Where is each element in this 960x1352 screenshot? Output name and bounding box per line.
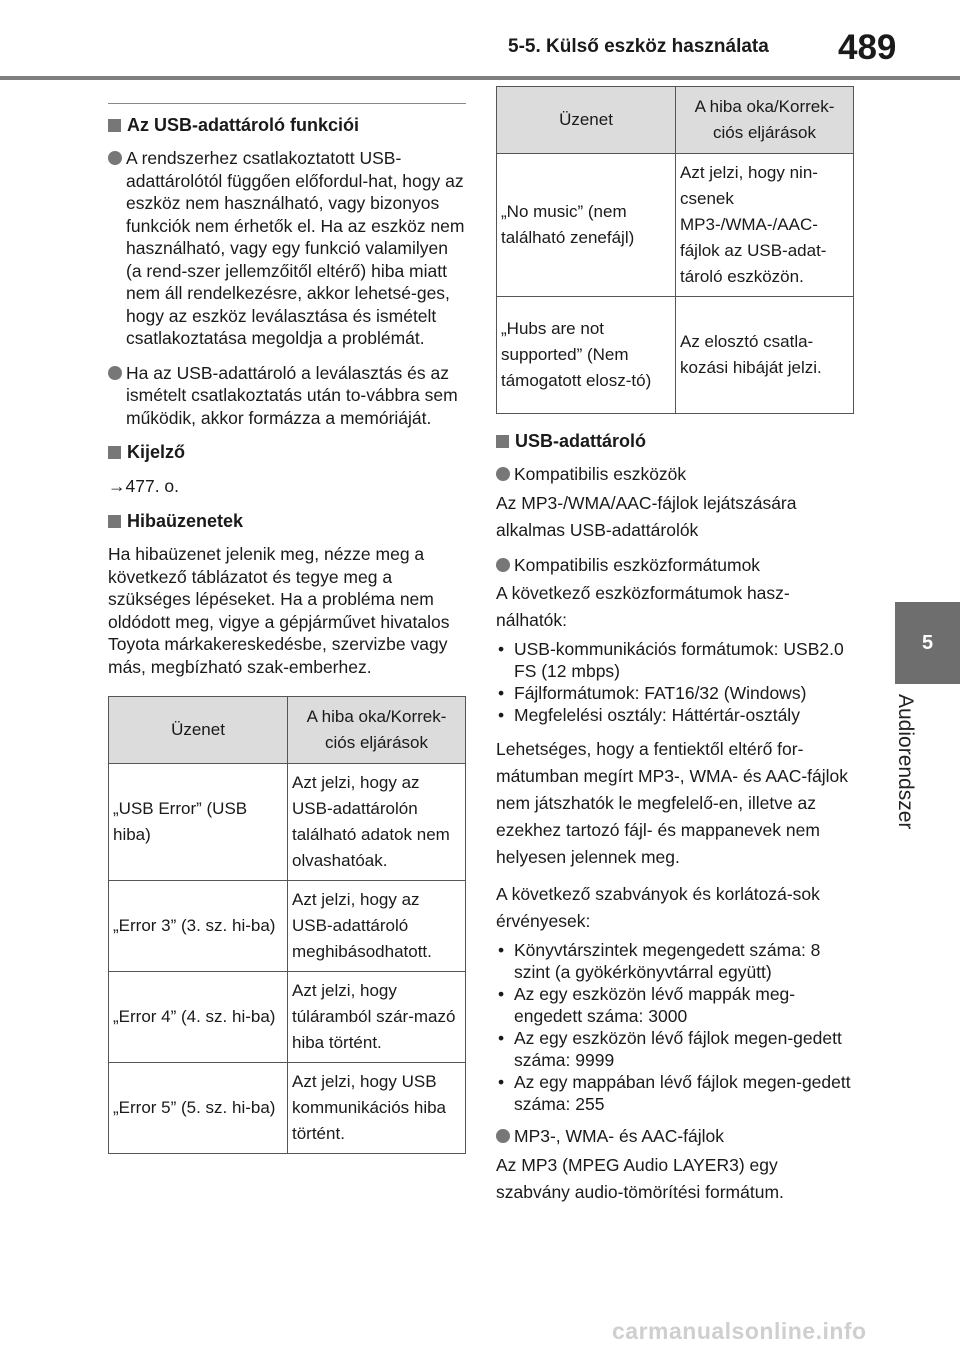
compatible-devices-text: Az MP3-/WMA/AAC-fájlok lejátszására alkalmas USB-adattárolók — [496, 492, 797, 540]
heading-text: Kijelző — [127, 442, 186, 462]
circle-bullet-icon — [496, 467, 510, 481]
format-list — [496, 638, 854, 726]
watermark-text: carmanualsonline.info — [612, 1318, 867, 1344]
section-title: 5-5. Külső eszköz használata — [508, 36, 769, 57]
list-item: • Könyvtárszintek megengedett száma: 8 szint (a gyökérkönyvtárral együtt) — [496, 939, 854, 983]
error-table-continued — [496, 86, 854, 414]
section-heading-usb-storage — [496, 430, 854, 453]
bullet-compatible-formats — [496, 554, 854, 577]
section-divider — [108, 103, 466, 104]
column-header-cause: A hiba oka/Korrek-ciós eljárások — [288, 697, 466, 764]
chapter-tab[interactable]: 5 — [895, 602, 960, 684]
bullet-paragraph — [108, 147, 466, 350]
column-header-cause: A hiba oka/Korrek-ciós eljárások — [676, 87, 854, 154]
table-cell-cause: Azt jelzi, hogy az USB-adattároló meghibásodhatott. — [288, 881, 466, 972]
chapter-label — [893, 694, 943, 844]
section-heading-usb-functions — [108, 114, 466, 137]
square-bullet-icon — [108, 515, 121, 528]
table-cell-message: „Error 3” (3. sz. hi-ba) — [109, 881, 288, 972]
table-row — [109, 881, 466, 972]
paragraph-text: Ha az USB-adattároló a leválasztás és az ismételt csatlakoztatás után to-vábbra sem működik, akkor formázza a memóriáját. — [126, 362, 458, 428]
table-cell-message: „USB Error” (USB hiba) — [109, 764, 288, 881]
table-cell-cause: Azt jelzi, hogy USB kommunikációs hiba történt. — [288, 1063, 466, 1154]
circle-bullet-icon — [496, 1129, 510, 1143]
page-header — [0, 0, 960, 78]
paragraph-text: A rendszerhez csatlakoztatott USB-adattárolótól függően előfordul-hat, hogy az eszköz nem használható, vagy bizonyos funkciók nem érhetők el. Ha az eszköz nem használható, vagy egy funkció valamilyen (a rend-szer jellemzőitől eltérő) hiba miatt nem áll rendelkezésre, akkor lehetsé-ges, hogy az eszköz leválasztása és ismételt csatlakoztatása megoldja a problémát. — [126, 148, 465, 348]
formats-intro-text: A következő eszközformátumok hasz-nálhatók: — [496, 583, 790, 630]
table-header-row — [109, 697, 466, 764]
right-column — [496, 86, 854, 1216]
circle-bullet-icon — [108, 366, 122, 380]
table-cell-cause: Azt jelzi, hogy az USB-adattárolón található adatok nem olvashatóak. — [288, 764, 466, 881]
table-row — [109, 1063, 466, 1154]
bullet-text: Kompatibilis eszközformátumok — [514, 554, 761, 575]
bullet-audio-files — [496, 1125, 854, 1148]
error-intro-text: Ha hibaüzenet jelenik meg, nézze meg a következő táblázatot és tegye meg a szükséges lépéseket. Ha a probléma nem oldódott meg, vigye a gépjárművet hivatalos Toyota márkakereskedésbe, szervizbe vagy más, megbízható szak-emberhez. — [108, 544, 450, 677]
circle-bullet-icon — [108, 151, 122, 165]
heading-text: USB-adattároló — [515, 431, 647, 451]
list-item: • Az egy eszközön lévő fájlok megen-gedett száma: 9999 — [496, 1027, 854, 1071]
circle-bullet-icon — [496, 558, 510, 572]
bullet-text: Kompatibilis eszközök — [514, 464, 687, 484]
bullet-compatible-devices — [496, 463, 854, 486]
error-table — [108, 696, 466, 1154]
table-cell-cause: Az elosztó csatla-kozási hibáját jelzi. — [676, 297, 854, 414]
format-note-text: Lehetséges, hogy a fentiektől eltérő for-mátumban megírt MP3-, WMA- és AAC-fájlok nem játszhatók le megfelelő-en, illetve az ezekhez tartozó fájl- és mappanevek nem helyesen jelennek meg. — [496, 739, 849, 867]
section-heading-error-messages — [108, 510, 466, 533]
chapter-label-text: Audiorendszer — [894, 694, 917, 830]
bullet-text: MP3-, WMA- és AAC-fájlok — [514, 1126, 725, 1146]
table-cell-message: „Hubs are not supported” (Nem támogatott elosz-tó) — [497, 297, 676, 414]
header-divider — [0, 76, 960, 80]
heading-text: Hibaüzenetek — [127, 511, 244, 531]
table-cell-cause: Azt jelzi, hogy túláramból szár-mazó hiba történt. — [288, 972, 466, 1063]
list-item: • Az egy eszközön lévő mappák meg-engedett száma: 3000 — [496, 983, 854, 1027]
list-item: • Fájlformátumok: FAT16/32 (Windows) — [496, 682, 854, 704]
column-header-message: Üzenet — [109, 697, 288, 764]
table-row — [109, 972, 466, 1063]
table-row — [497, 154, 854, 297]
table-row — [109, 764, 466, 881]
square-bullet-icon — [108, 119, 121, 132]
table-cell-message: „No music” (nem található zenefájl) — [497, 154, 676, 297]
table-row — [497, 297, 854, 414]
list-item: • Megfelelési osztály: Háttértár-osztály — [496, 704, 854, 726]
section-heading-display — [108, 441, 466, 464]
table-cell-cause: Azt jelzi, hogy nin-csenek MP3-/WMA-/AAC-fájlok az USB-adat-tároló eszközön. — [676, 154, 854, 297]
limits-list — [496, 939, 854, 1115]
square-bullet-icon — [108, 446, 121, 459]
list-item: • Az egy mappában lévő fájlok megen-gedett száma: 255 — [496, 1071, 854, 1115]
list-item: • USB-kommunikációs formátumok: USB2.0 FS (12 mbps) — [496, 638, 854, 682]
column-header-message: Üzenet — [497, 87, 676, 154]
bullet-paragraph — [108, 362, 466, 430]
table-header-row — [497, 87, 854, 154]
page-reference-link[interactable]: →477. o. — [108, 476, 180, 496]
table-cell-message: „Error 4” (4. sz. hi-ba) — [109, 972, 288, 1063]
table-cell-message: „Error 5” (5. sz. hi-ba) — [109, 1063, 288, 1154]
left-column — [108, 103, 466, 1154]
limits-intro-text: A következő szabványok és korlátozá-sok érvényesek: — [496, 884, 820, 931]
heading-text: Az USB-adattároló funkciói — [127, 115, 360, 135]
page-number: 489 — [838, 28, 897, 67]
square-bullet-icon — [496, 435, 509, 448]
audio-files-text: Az MP3 (MPEG Audio LAYER3) egy szabvány audio-tömörítési formátum. — [496, 1154, 784, 1202]
